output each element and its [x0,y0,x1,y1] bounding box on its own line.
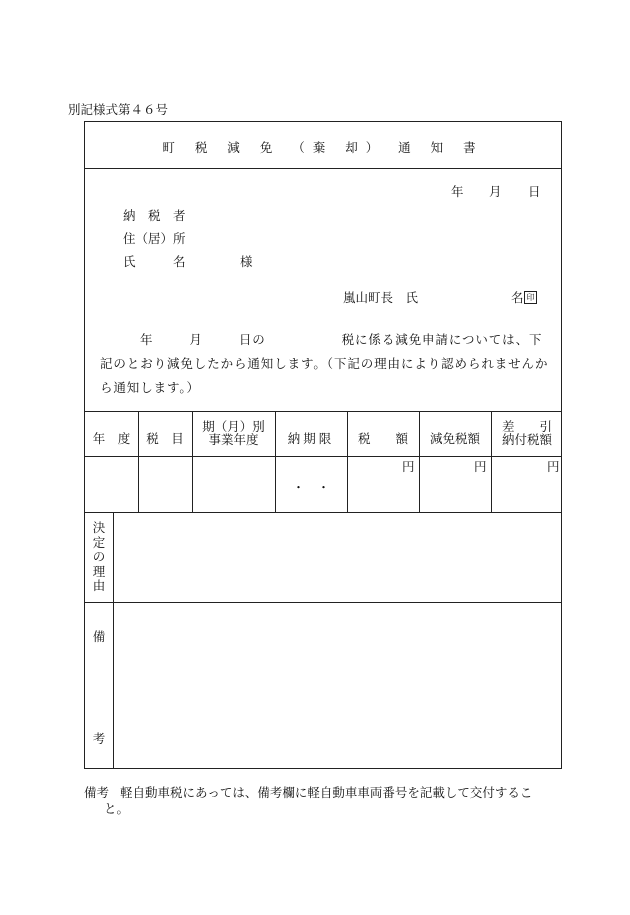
header-period [192,420,275,446]
header-period-line2: 事業年度 [208,432,259,447]
date-day: 日 [528,184,541,199]
table-bottom-border [85,512,561,513]
notice-form-frame [84,121,562,769]
col-divider-5 [419,411,420,512]
body-main: 税に係る減免申請については、下記のとおり減免したから通知します。（下記の理由により認められませんから通知します。） [100,332,549,395]
header-diff-line1: 差 引 [501,419,552,434]
header-reduced: 減免税額 [429,431,480,446]
yen-diff: 円 [547,459,560,474]
sama-label: 様 [240,254,253,269]
name-label: 氏 名 [123,254,186,269]
date-month: 月 [489,184,502,199]
footnote-text: 軽自動車税にあっては、備考欄に軽自動車車両番号を記載して交付するこ [120,785,533,800]
reason-label-text: 決定の理由 [92,520,106,593]
form-number: 別記様式第４６号 [68,102,169,117]
address-label: 住（居）所 [123,231,186,246]
issuer-name-label: 名 [511,290,524,305]
notice-body-text [100,328,552,400]
form-title: 町 税 減 免 （棄 却） 通 知 書 [162,140,484,155]
body-day: 日の [238,332,266,347]
col-divider-3 [275,411,276,512]
due-date-dots: ・ ・ [292,480,330,495]
title-divider [85,168,561,169]
reason-divider [85,602,561,603]
col-divider-4 [347,411,348,512]
header-diff [491,420,563,446]
footnote-label: 備考 [84,785,110,800]
issuer-title: 嵐山町長 氏 [343,290,419,305]
remarks-label-top: 備 [92,629,106,644]
footnote-continuation: と。 [104,801,130,816]
header-year: 年 度 [92,431,131,446]
col-divider-1 [138,411,139,512]
body-year: 年 [140,332,154,347]
date-year: 年 [451,184,464,199]
reason-label [85,521,113,594]
taxpayer-label: 納 税 者 [123,208,186,223]
seal-mark: 印 [524,291,537,304]
header-due: 納期限 [287,431,335,446]
yen-reduced: 円 [474,459,487,474]
header-tax-amount: 税 額 [357,431,408,446]
header-tax-item: 税 目 [146,431,184,446]
table-header-divider [85,456,561,457]
remarks-label-bottom: 考 [92,731,106,746]
header-period-line1: 期（月）別 [202,419,265,434]
footnote [84,785,564,817]
header-diff-line2: 納付税額 [501,432,552,447]
yen-tax-amount: 円 [402,459,415,474]
label-column-divider [113,512,114,768]
table-top-border [85,411,561,412]
body-month: 月 [189,332,203,347]
